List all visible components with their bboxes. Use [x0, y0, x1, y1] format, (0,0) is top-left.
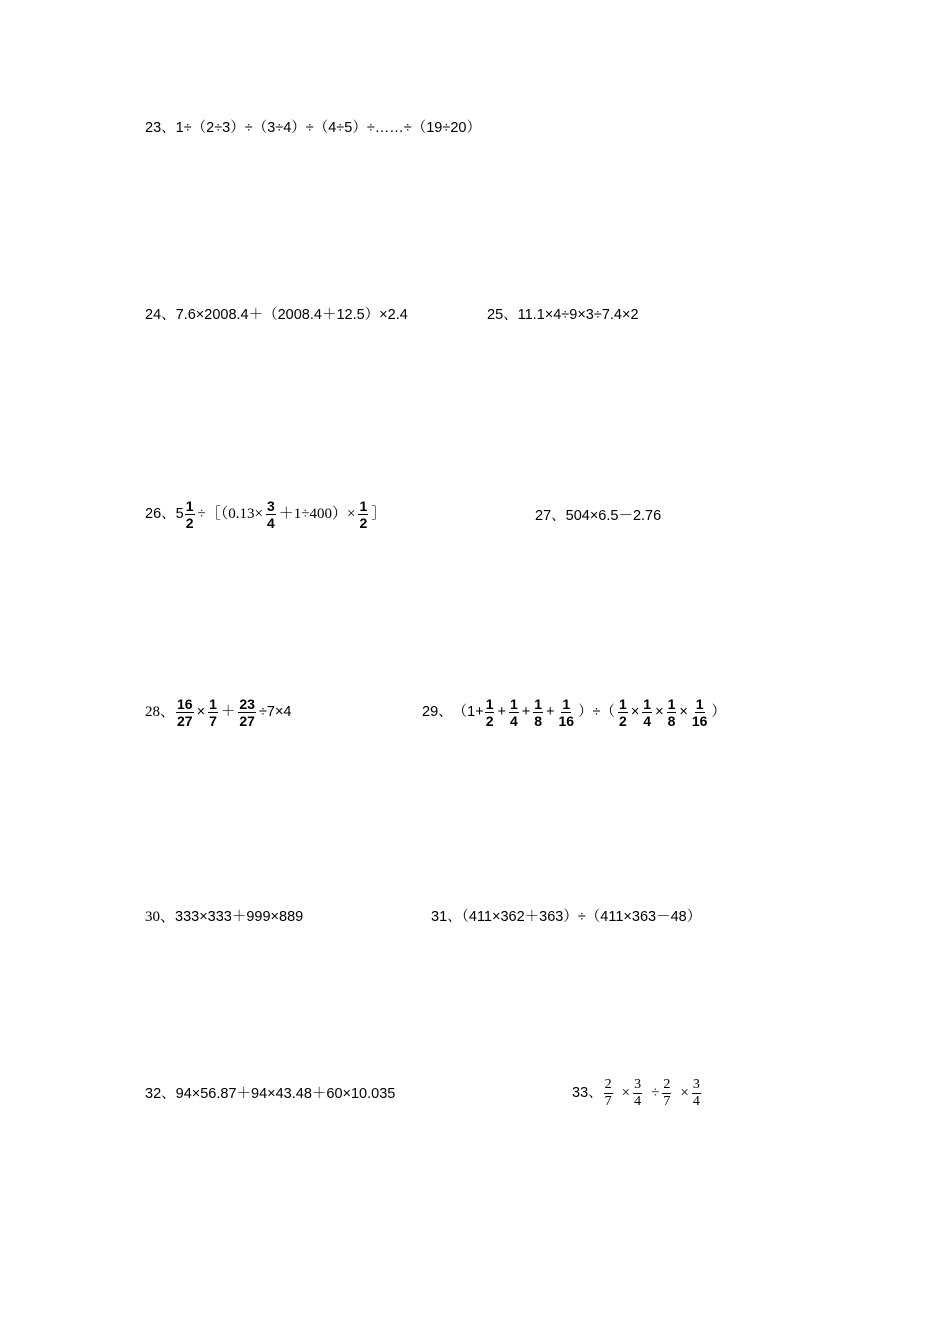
denominator: 2	[185, 515, 194, 531]
fraction	[485, 696, 495, 729]
expression-text: ］	[371, 506, 387, 522]
problem-32-text: 32、94×56.87＋94×43.48＋60×10.035	[145, 1086, 396, 1102]
problem-23	[145, 121, 481, 136]
numerator: 1	[185, 498, 194, 514]
problem-25-text: 25、11.1×4÷9×3÷7.4×2	[487, 307, 639, 323]
problem-24	[145, 308, 408, 323]
operator: ×	[655, 704, 664, 721]
fraction	[358, 498, 368, 531]
operator: ＋	[220, 704, 236, 721]
numerator: 2	[663, 1077, 671, 1092]
fraction	[557, 696, 575, 729]
denominator: 4	[634, 1094, 642, 1109]
numerator: 1	[209, 696, 217, 712]
denominator: 16	[691, 713, 708, 729]
problem-23-text: 23、1÷（2÷3）÷（3÷4）÷（4÷5）÷……÷（19÷20）	[145, 120, 481, 136]
numerator: 1	[667, 696, 676, 712]
problem-26-label: 26、	[145, 506, 176, 523]
operator: ×	[621, 1085, 631, 1101]
problem-30-text: 333×333＋999×889	[175, 909, 304, 925]
operator: +	[546, 704, 555, 721]
operator: +	[497, 704, 506, 721]
numerator: 1	[485, 696, 494, 712]
mixed-number-whole: 5	[175, 506, 184, 523]
denominator: 16	[558, 713, 575, 729]
operator: ×	[630, 704, 640, 721]
problem-28	[145, 696, 294, 729]
problem-32	[145, 1087, 395, 1102]
numerator: 3	[692, 1077, 700, 1092]
fraction	[238, 696, 256, 729]
problem-25	[487, 308, 639, 323]
numerator: 1	[359, 498, 368, 514]
denominator: 4	[266, 515, 275, 531]
problem-29-label: 29、	[422, 704, 453, 721]
expression-text: ）÷（	[578, 704, 616, 721]
denominator: 7	[604, 1094, 612, 1109]
denominator: 8	[534, 713, 543, 729]
denominator: 7	[663, 1094, 671, 1109]
fraction	[692, 1077, 701, 1110]
problem-27	[535, 509, 661, 524]
fraction	[618, 696, 628, 729]
numerator: 2	[604, 1077, 612, 1092]
operator: ×	[196, 704, 206, 721]
denominator: 7	[209, 713, 217, 729]
problem-29	[422, 696, 728, 729]
fraction	[266, 498, 276, 531]
numerator: 1	[509, 696, 518, 712]
operator: ÷	[651, 1085, 660, 1101]
numerator: 1	[643, 696, 652, 712]
numerator: 1	[534, 696, 543, 712]
problem-31	[431, 910, 701, 925]
problem-27-text: 27、504×6.5－2.76	[535, 508, 662, 524]
numerator: 3	[634, 1077, 642, 1092]
expression-text: ）	[711, 704, 726, 721]
numerator: 1	[695, 696, 704, 712]
numerator: 16	[177, 696, 193, 712]
problem-33-label: 33、	[572, 1085, 603, 1102]
operator: ×	[680, 1085, 689, 1101]
problem-24-text: 24、7.6×2008.4＋（2008.4＋12.5）×2.4	[145, 307, 408, 323]
fraction	[667, 696, 677, 729]
fraction	[633, 1077, 642, 1110]
fraction	[642, 696, 652, 729]
problem-26	[145, 498, 388, 531]
denominator: 8	[667, 713, 676, 729]
numerator: 23	[239, 696, 255, 712]
numerator: 1	[562, 696, 571, 712]
problem-33	[572, 1077, 702, 1110]
problem-28-label: 28、	[145, 704, 176, 720]
numerator: 3	[266, 498, 275, 514]
denominator: 4	[692, 1094, 700, 1109]
problem-31-text: 31、（411×362＋363）÷（411×363－48）	[431, 909, 702, 925]
denominator: 27	[239, 713, 255, 729]
denominator: 4	[643, 713, 652, 729]
fraction	[208, 696, 218, 729]
operator: +	[521, 704, 531, 721]
operator: ×	[679, 704, 688, 721]
denominator: 2	[359, 515, 368, 531]
problem-30	[145, 910, 303, 925]
expression-text: ÷7×4	[258, 704, 292, 721]
denominator: 2	[619, 713, 627, 729]
denominator: 2	[485, 713, 494, 729]
expression-text: （1+	[452, 704, 484, 721]
denominator: 27	[177, 713, 193, 729]
fraction	[533, 696, 543, 729]
fraction	[604, 1077, 613, 1110]
fraction	[176, 696, 194, 729]
expression-text: ÷［（0.13×	[197, 506, 263, 522]
expression-text: ＋1÷400）×	[278, 506, 356, 522]
fraction	[691, 696, 709, 729]
fraction	[509, 696, 519, 729]
fraction	[662, 1077, 671, 1110]
problem-30-label: 30、	[145, 909, 176, 925]
denominator: 4	[509, 713, 518, 729]
fraction	[185, 498, 195, 531]
numerator: 1	[619, 696, 627, 712]
